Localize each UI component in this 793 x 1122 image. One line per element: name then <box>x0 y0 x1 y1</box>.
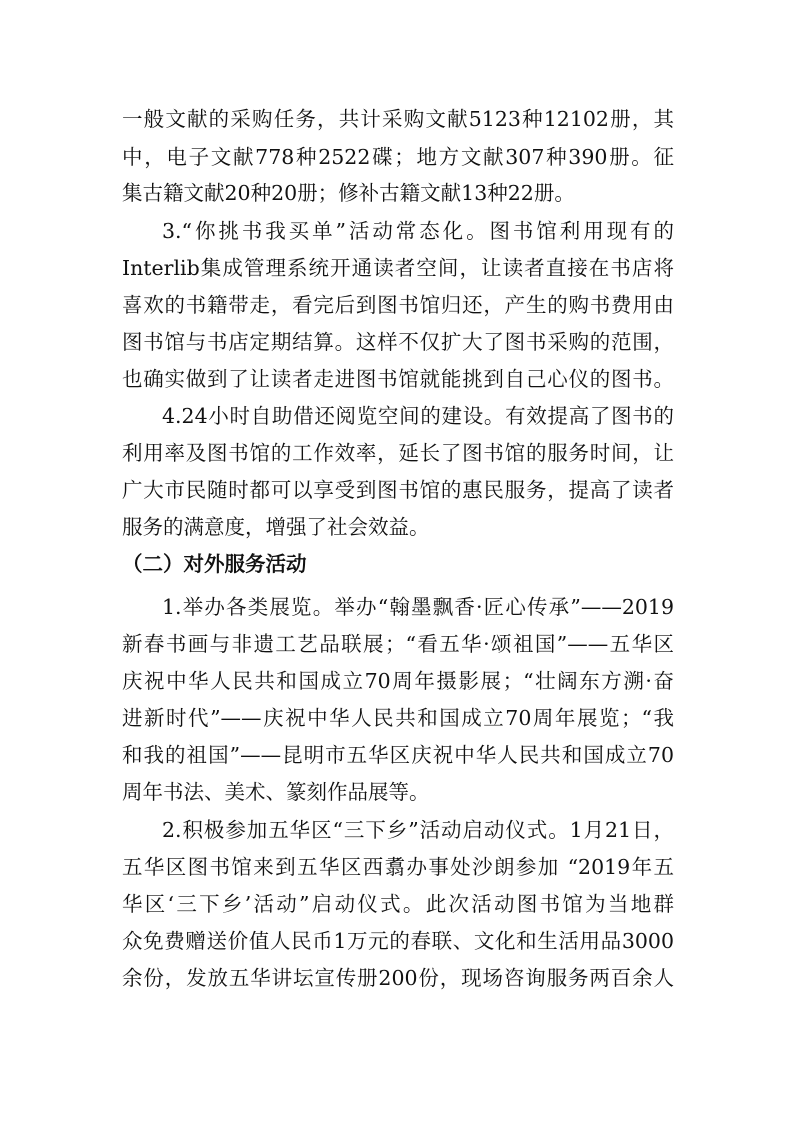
section-heading: （二）对外服务活动 <box>122 552 307 576</box>
paragraph-line: 余份，发放五华讲坛宣传册200份，现场咨询服务两百余人 <box>122 966 674 990</box>
paragraph-line: 图书馆与书店定期结算。这样不仅扩大了图书采购的范围， <box>122 330 674 354</box>
paragraph-line: 集古籍文献20种20册；修补古籍文献13种22册。 <box>122 181 575 205</box>
paragraph-line: 众免费赠送价值人民币1万元的春联、文化和生活用品3000 <box>122 929 674 953</box>
paragraph-line: 2.积极参加五华区“三下乡”活动启动仪式。1月21日， <box>162 818 674 842</box>
paragraph-line: 也确实做到了让读者走进图书馆就能挑到自己心仪的图书。 <box>122 367 674 391</box>
paragraph-line: 4.24小时自助借还阅览空间的建设。有效提高了图书的 <box>162 404 674 428</box>
paragraph-line: Interlib集成管理系统开通读者空间，让读者直接在书店将 <box>122 256 674 280</box>
paragraph-line: 一般文献的采购任务，共计采购文献5123种12102册，其 <box>122 107 674 131</box>
paragraph-line: 华区‘三下乡’活动”启动仪式。此次活动图书馆为当地群 <box>122 892 674 916</box>
paragraph-line: 利用率及图书馆的工作效率，延长了图书馆的服务时间，让 <box>122 441 674 465</box>
paragraph-line: 1.举办各类展览。举办“翰墨飘香·匠心传承”——2019 <box>162 595 674 619</box>
paragraph-line: 庆祝中华人民共和国成立70周年摄影展；“壮阔东方溯·奋 <box>122 669 674 693</box>
paragraph-line: 新春书画与非遗工艺品联展；“看五华·颂祖国”——五华区 <box>122 632 674 656</box>
paragraph-line: 五华区图书馆来到五华区西翥办事处沙朗参加 “2019年五 <box>122 855 674 879</box>
paragraph-line: 和我的祖国”——昆明市五华区庆祝中华人民共和国成立70 <box>122 743 674 767</box>
paragraph-line: 服务的满意度，增强了社会效益。 <box>122 515 430 539</box>
paragraph-line: 进新时代”——庆祝中华人民共和国成立70周年展览；“我 <box>122 706 674 730</box>
paragraph-line: 中，电子文献778种2522碟；地方文献307种390册。征 <box>122 145 674 169</box>
paragraph-line: 周年书法、美术、篆刻作品展等。 <box>122 780 430 804</box>
paragraph-line: 3.“你挑书我买单”活动常态化。图书馆利用现有的 <box>162 219 674 243</box>
paragraph-line: 广大市民随时都可以享受到图书馆的惠民服务，提高了读者 <box>122 478 674 502</box>
paragraph-line: 喜欢的书籍带走，看完后到图书馆归还，产生的购书费用由 <box>122 293 674 317</box>
